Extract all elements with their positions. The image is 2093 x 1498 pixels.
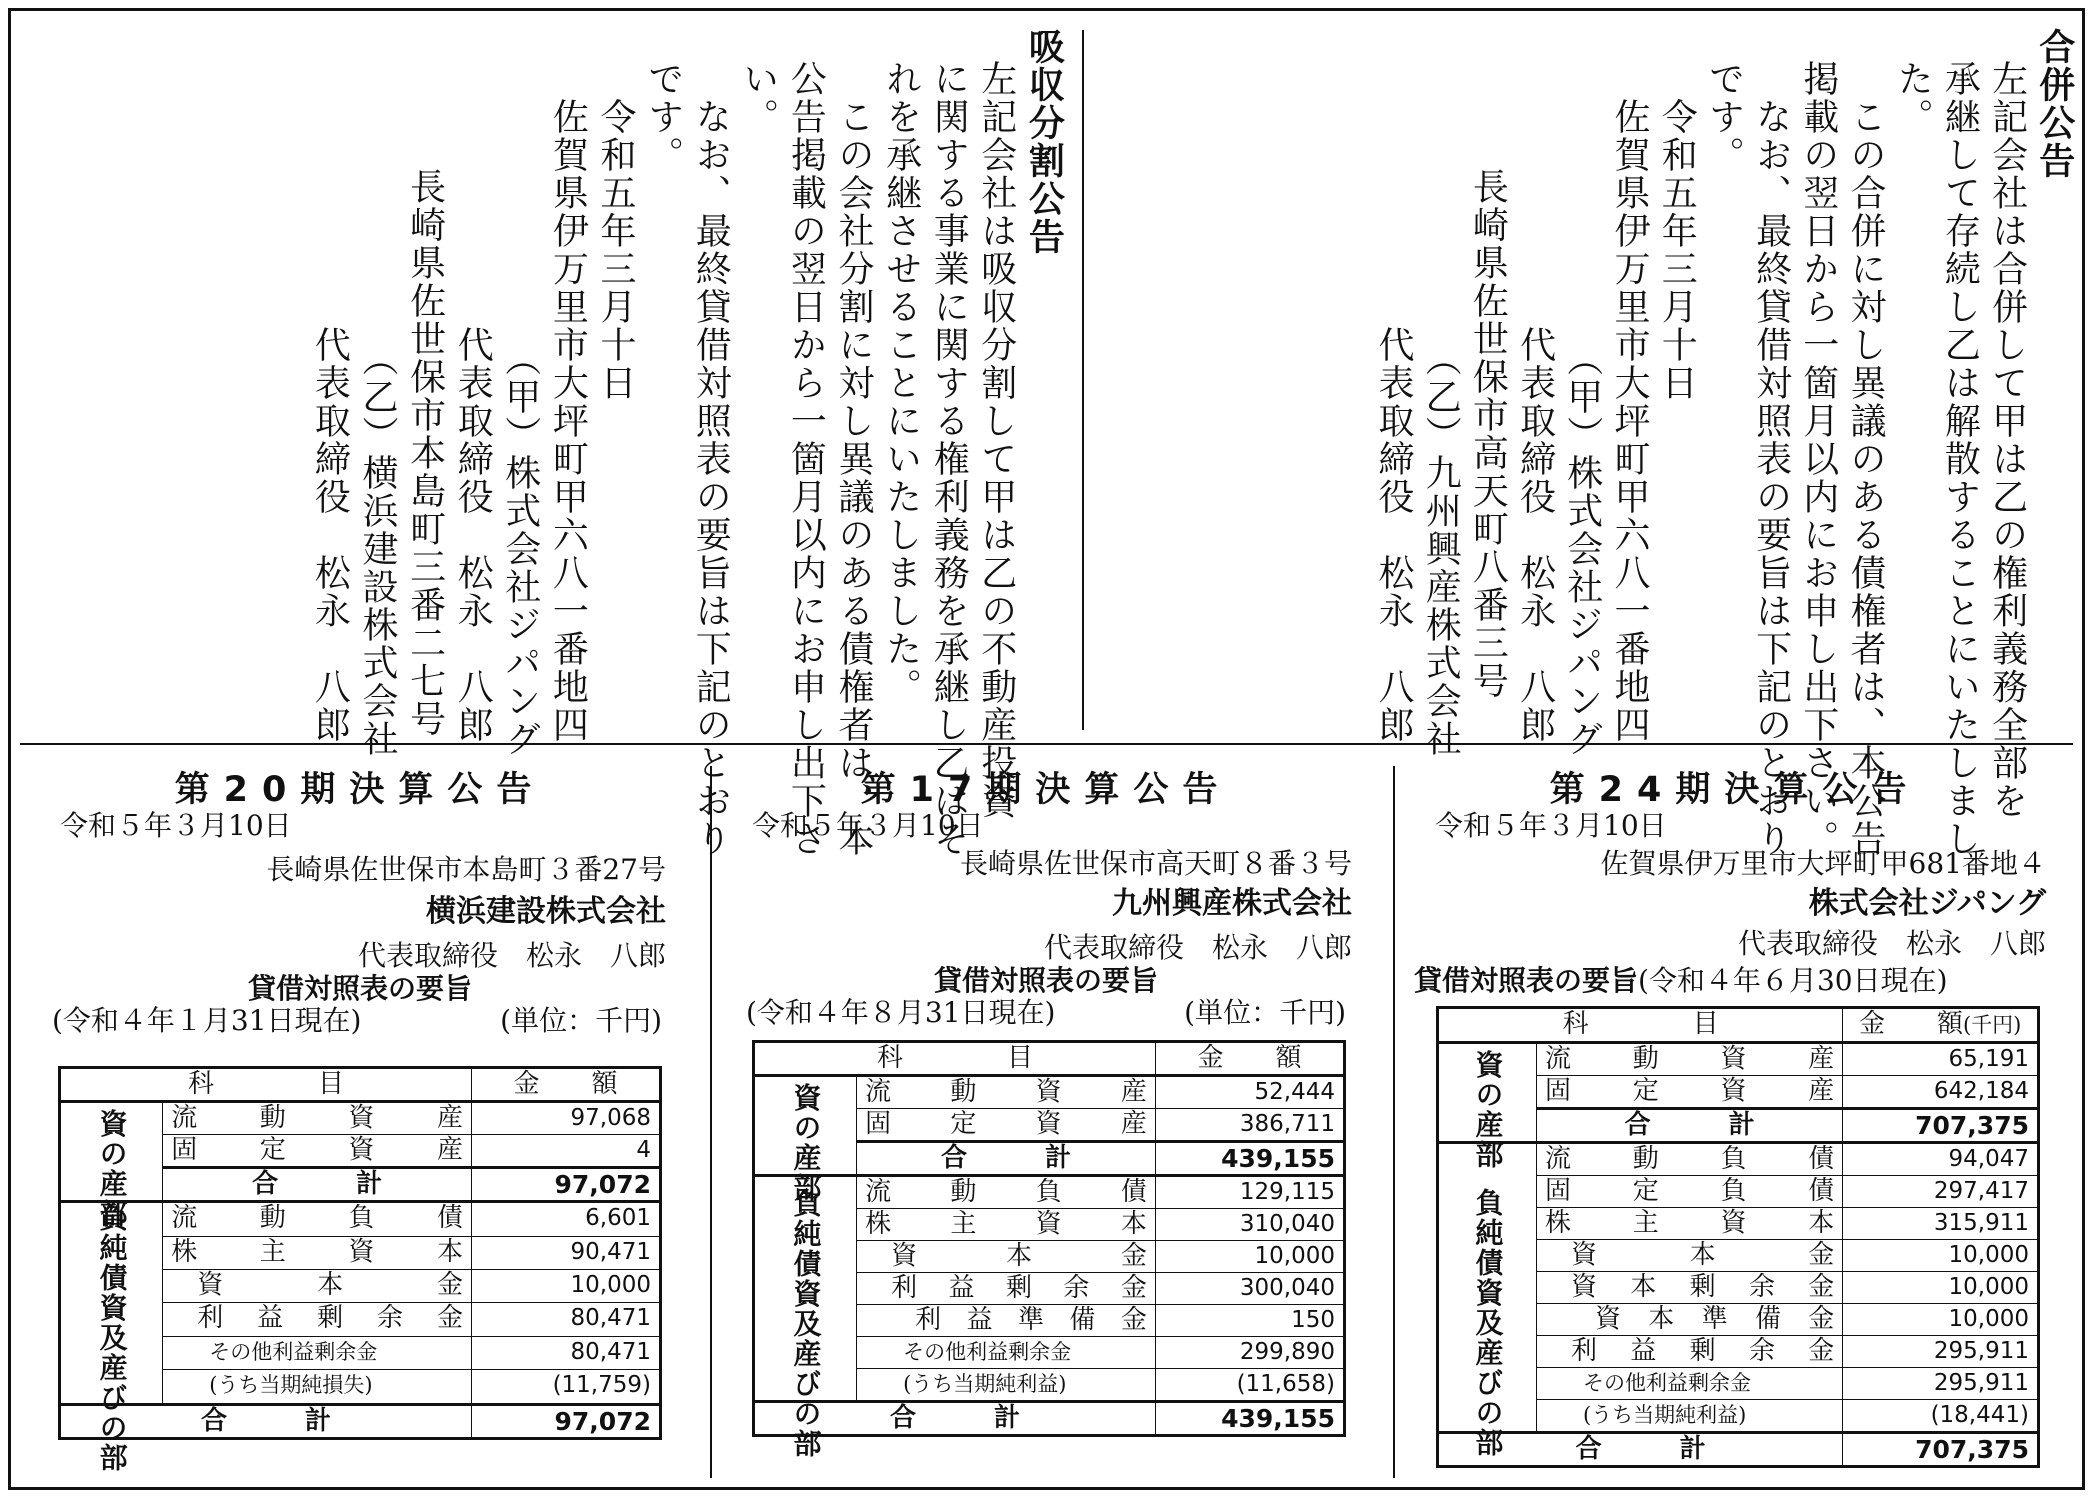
liability-item: [163, 1370, 472, 1405]
as-of-date: (令和４年６月30日現在): [1638, 964, 1948, 997]
section-label-text: 資の産部: [95, 1108, 129, 1229]
amount-cell: 10,000: [1843, 1272, 2039, 1304]
amount-cell: 97,072: [471, 1168, 660, 1202]
representative: 代表取締役 松永 八郎: [1737, 927, 2046, 960]
asset-item-label: 固定資産: [865, 1109, 1147, 1139]
liability-item: [163, 1270, 472, 1303]
liability-item-label: 流動負債: [865, 1177, 1147, 1207]
liabilities-section-label: [1438, 1143, 1537, 1458]
liability-item: [163, 1236, 472, 1269]
table-header-row: [60, 1068, 661, 1102]
vertical-divider-bottom-right: [1393, 766, 1395, 1478]
split-line: 公告掲載の翌日から一箇月以内にお申し出下さ: [785, 60, 827, 858]
merger-line: 掲載の翌日から一箇月以内にお申し出下さい。: [1797, 60, 1839, 858]
amount-cell: 707,375: [1843, 1433, 2039, 1467]
statement-title: 第17期決算公告: [860, 770, 1232, 810]
liability-item-label: 資本準備金: [1594, 1304, 1835, 1334]
amount-cell: 129,115: [1155, 1176, 1344, 1209]
liabilities-total-row: [60, 1405, 661, 1439]
liability-item-label: 流動負債: [171, 1203, 463, 1233]
header-amount-text: 金 額: [1197, 1043, 1302, 1073]
split-line: この会社分割に対し異議のある債権者は、本: [833, 98, 874, 858]
asset-item-label: 流動資産: [171, 1103, 463, 1133]
liability-item-label: 流動負債: [1544, 1144, 1835, 1174]
amount-cell: 297,417: [1843, 1176, 2039, 1208]
header-item: 科 目: [754, 1042, 1156, 1076]
statement-date: 令和５年３月10日: [752, 809, 984, 842]
asset-row: [60, 1102, 661, 1135]
amount-cell: (18,441): [1843, 1400, 2039, 1433]
amount-cell: 94,047: [1843, 1143, 2039, 1176]
as-of-date: (令和４年１月31日現在): [52, 1004, 362, 1037]
unit-label: (単位：千円): [500, 1004, 662, 1037]
liabilities-total-row: [1438, 1433, 2039, 1467]
liabilities-section-label: [60, 1202, 163, 1473]
vertical-divider-top: [1082, 30, 1084, 730]
liability-item-label: 利益準備金: [915, 1305, 1147, 1335]
liability-item: [1536, 1272, 1842, 1304]
liability-item-label: 固定負債: [1544, 1176, 1835, 1206]
liability-item: [1536, 1304, 1842, 1336]
liability-item: [1536, 1368, 1842, 1400]
merger-line: 代表取締役 松永 八郎: [1373, 326, 1414, 744]
balance-sheet-table: [1436, 1006, 2040, 1468]
liability-item: [857, 1273, 1156, 1305]
liability-item: [1536, 1400, 1842, 1433]
split-line: い。: [737, 60, 779, 136]
section-label-text: 負純債資及産びの部: [789, 1188, 823, 1459]
company-name: 横浜建設株式会社: [426, 894, 666, 929]
liability-item: [857, 1176, 1156, 1209]
balance-sheet-caption: [1414, 964, 1948, 998]
merger-line: （乙）九州興産株式会社: [1420, 340, 1462, 758]
liability-item-label: (うち当期純利益): [1582, 1403, 1747, 1427]
merger-line: 佐賀県伊万里市大坪町甲六八一番地四: [1609, 98, 1650, 744]
amount-cell: (11,759): [471, 1370, 660, 1405]
amount-cell: 295,911: [1843, 1336, 2039, 1368]
liability-item-label: 株主資本: [171, 1236, 463, 1267]
merger-line: 令和五年三月十日: [1656, 98, 1698, 402]
split-line: れを承継させることにいたしました。: [880, 60, 922, 706]
amount-cell: 97,072: [471, 1405, 660, 1439]
amount-cell: 439,155: [1155, 1142, 1344, 1176]
split-line: 左記会社は吸収分割して甲は乙の不動産投資: [975, 60, 1017, 820]
asset-item-label: 固定資産: [1544, 1076, 1835, 1106]
split-line: 令和五年三月十日: [595, 98, 636, 402]
liabilities-total-label: 合 計: [60, 1405, 472, 1439]
representative: 代表取締役 松永 八郎: [357, 939, 666, 972]
liability-item-label: 資本金: [891, 1241, 1147, 1271]
assets-section-label: [60, 1102, 163, 1229]
asset-item: [163, 1102, 472, 1135]
amount-cell: 150: [1155, 1305, 1344, 1337]
liability-item: [857, 1337, 1156, 1369]
assets-total-label: 合 計: [163, 1168, 472, 1202]
merger-heading: 合併公告: [2033, 28, 2075, 180]
table-header-row: [1438, 1008, 2039, 1043]
split-line: なお、最終貸借対照表の要旨は下記のとおり: [690, 98, 732, 858]
liabilities-total-row: [754, 1402, 1345, 1436]
asset-row: [754, 1076, 1345, 1109]
assets-section-label: [1438, 1043, 1537, 1170]
liabilities-total-label: 合 計: [1438, 1433, 1843, 1467]
unit-label: (千円): [1962, 1013, 2022, 1037]
merger-line: この合併に対し異議のある債権者は、本公告: [1845, 98, 1886, 858]
merger-line: 承継して存続し乙は解散することにいたしまし: [1939, 60, 1981, 858]
amount-cell: 295,911: [1843, 1368, 2039, 1400]
amount-cell: (11,658): [1155, 1369, 1344, 1402]
statement-date: 令和５年３月10日: [60, 809, 292, 842]
liability-item-label: その他利益剰余金: [1582, 1371, 1751, 1395]
amount-cell: 90,471: [471, 1236, 660, 1269]
liability-item: [857, 1209, 1156, 1241]
amount-cell: 439,155: [1155, 1402, 1344, 1436]
representative: 代表取締役 松永 八郎: [1043, 931, 1352, 964]
company-address: 長崎県佐世保市本島町３番27号: [266, 853, 666, 886]
statement-title: 第24期決算公告: [1549, 770, 1921, 810]
liability-item-label: その他利益剰余金: [903, 1340, 1072, 1364]
liability-item: [1536, 1208, 1842, 1240]
liability-item: [857, 1241, 1156, 1273]
company-address: 長崎県佐世保市高天町８番３号: [959, 847, 1352, 880]
asset-item: [857, 1076, 1156, 1109]
balance-sheet-title: 貸借対照表の要旨: [933, 964, 1158, 997]
amount-cell: 10,000: [471, 1270, 660, 1303]
assets-total-label: 合 計: [1536, 1109, 1842, 1143]
merger-line: 長崎県佐世保市高天町八番三号: [1467, 168, 1509, 700]
liabilities-total-label: 合 計: [754, 1402, 1156, 1436]
amount-cell: 707,375: [1843, 1109, 2039, 1143]
split-line: に関する事業に関する権利義務を承継し乙はそ: [928, 60, 970, 858]
asset-item-label: 流動資産: [1544, 1044, 1835, 1074]
liability-item-label: 資本金: [197, 1270, 463, 1300]
vertical-divider-bottom-left: [710, 766, 712, 1478]
merger-line: 代表取締役 松永 八郎: [1514, 326, 1556, 744]
header-item: 科 目: [60, 1068, 472, 1102]
header-amount: [471, 1068, 660, 1102]
asset-item: [1536, 1043, 1842, 1076]
liability-item: [1536, 1336, 1842, 1368]
amount-cell: 386,711: [1155, 1109, 1344, 1142]
liability-item-label: (うち当期純利益): [903, 1372, 1067, 1396]
statement-date: 令和５年３月10日: [1435, 809, 1667, 842]
asset-item: [1536, 1076, 1842, 1109]
liability-item-label: 株主資本: [1544, 1208, 1835, 1238]
company-name: 株式会社ジパング: [1808, 886, 2046, 921]
merger-line: 左記会社は合併して甲は乙の権利義務全部を: [1986, 60, 2028, 820]
amount-cell: 315,911: [1843, 1208, 2039, 1240]
unit-label: (単位：千円): [1184, 996, 1346, 1029]
merger-line: です。: [1703, 60, 1745, 174]
amount-cell: 300,040: [1155, 1273, 1344, 1305]
liability-item-label: 資本剰余金: [1570, 1272, 1835, 1302]
liability-item-label: その他利益剰余金: [209, 1339, 378, 1364]
as-of-date: (令和４年８月31日現在): [746, 996, 1056, 1029]
header-item: 科 目: [1438, 1008, 1843, 1043]
liability-item-label: 資本金: [1570, 1240, 1835, 1270]
liability-item-label: 利益剰余金: [197, 1303, 463, 1334]
split-line: （乙）横浜建設株式会社: [357, 340, 398, 758]
company-address: 佐賀県伊万里市大坪町甲681番地４: [1600, 847, 2046, 880]
amount-cell: 65,191: [1843, 1043, 2039, 1076]
liability-row: [1438, 1143, 2039, 1176]
asset-item: [857, 1109, 1156, 1142]
liability-item: [857, 1305, 1156, 1337]
liability-row: [60, 1202, 661, 1237]
amount-cell: 97,068: [471, 1102, 660, 1135]
liability-item-label: 利益剰余金: [891, 1273, 1147, 1303]
amount-cell: 642,184: [1843, 1076, 2039, 1109]
liabilities-section-label: [754, 1176, 857, 1459]
amount-cell: 80,471: [471, 1303, 660, 1336]
liability-item-label: (うち当期純損失): [209, 1373, 373, 1398]
section-label-text: 負純債資及産びの部: [1471, 1187, 1505, 1458]
balance-sheet-title: 貸借対照表の要旨: [1414, 964, 1639, 997]
split-line: 長崎県佐世保市本島町三番二七号: [404, 168, 446, 738]
amount-cell: 4: [471, 1135, 660, 1168]
merger-line: た。: [1892, 60, 1934, 136]
liability-item-label: 株主資本: [865, 1209, 1147, 1239]
assets-total-label: 合 計: [857, 1142, 1156, 1176]
asset-item-label: 固定資産: [171, 1135, 463, 1165]
asset-row: [1438, 1043, 2039, 1076]
table-header-row: [754, 1042, 1345, 1076]
section-label-text: 負純債資及産びの部: [95, 1203, 129, 1473]
amount-cell: 10,000: [1843, 1240, 2039, 1272]
asset-item: [163, 1135, 472, 1168]
company-name: 九州興産株式会社: [1112, 886, 1352, 921]
assets-section-label: [754, 1076, 857, 1203]
split-heading: 吸収分割公告: [1023, 28, 1065, 256]
liability-row: [754, 1176, 1345, 1209]
amount-cell: 10,000: [1843, 1304, 2039, 1336]
amount-cell: 52,444: [1155, 1076, 1344, 1109]
liability-item: [857, 1369, 1156, 1402]
liability-item: [1536, 1240, 1842, 1272]
merger-line: なお、最終貸借対照表の要旨は下記のとおり: [1750, 98, 1792, 858]
balance-sheet-table: [58, 1066, 662, 1473]
amount-cell: 6,601: [471, 1202, 660, 1237]
liability-item: [163, 1336, 472, 1369]
header-amount: [1155, 1042, 1344, 1076]
header-amount-text: 金 額: [513, 1069, 618, 1099]
balance-sheet-table: [752, 1040, 1346, 1459]
section-label-text: 資の産部: [789, 1082, 823, 1203]
liability-item: [163, 1202, 472, 1237]
amount-cell: 10,000: [1155, 1241, 1344, 1273]
liability-item: [163, 1303, 472, 1336]
asset-item-label: 流動資産: [865, 1077, 1147, 1107]
balance-sheet-title: 貸借対照表の要旨: [247, 972, 472, 1005]
liability-item-label: 利益剰余金: [1570, 1336, 1835, 1366]
split-line: 佐賀県伊万里市大坪町甲六八一番地四: [547, 98, 589, 744]
liability-item: [1536, 1143, 1842, 1176]
liability-item: [1536, 1176, 1842, 1208]
header-amount: [1843, 1008, 2039, 1043]
amount-cell: 299,890: [1155, 1337, 1344, 1369]
section-label-text: 資の産部: [1471, 1049, 1505, 1170]
statement-title: 第20期決算公告: [174, 770, 546, 810]
split-line: （甲）株式会社ジパング: [499, 340, 541, 758]
split-line: 代表取締役 松永 八郎: [452, 326, 494, 744]
header-amount-text: 金 額: [1858, 1009, 1963, 1039]
split-line: 代表取締役 松永 八郎: [309, 326, 351, 744]
split-line: です。: [642, 60, 684, 174]
merger-line: （甲）株式会社ジパング: [1561, 340, 1603, 758]
amount-cell: 80,471: [471, 1336, 660, 1369]
amount-cell: 310,040: [1155, 1209, 1344, 1241]
